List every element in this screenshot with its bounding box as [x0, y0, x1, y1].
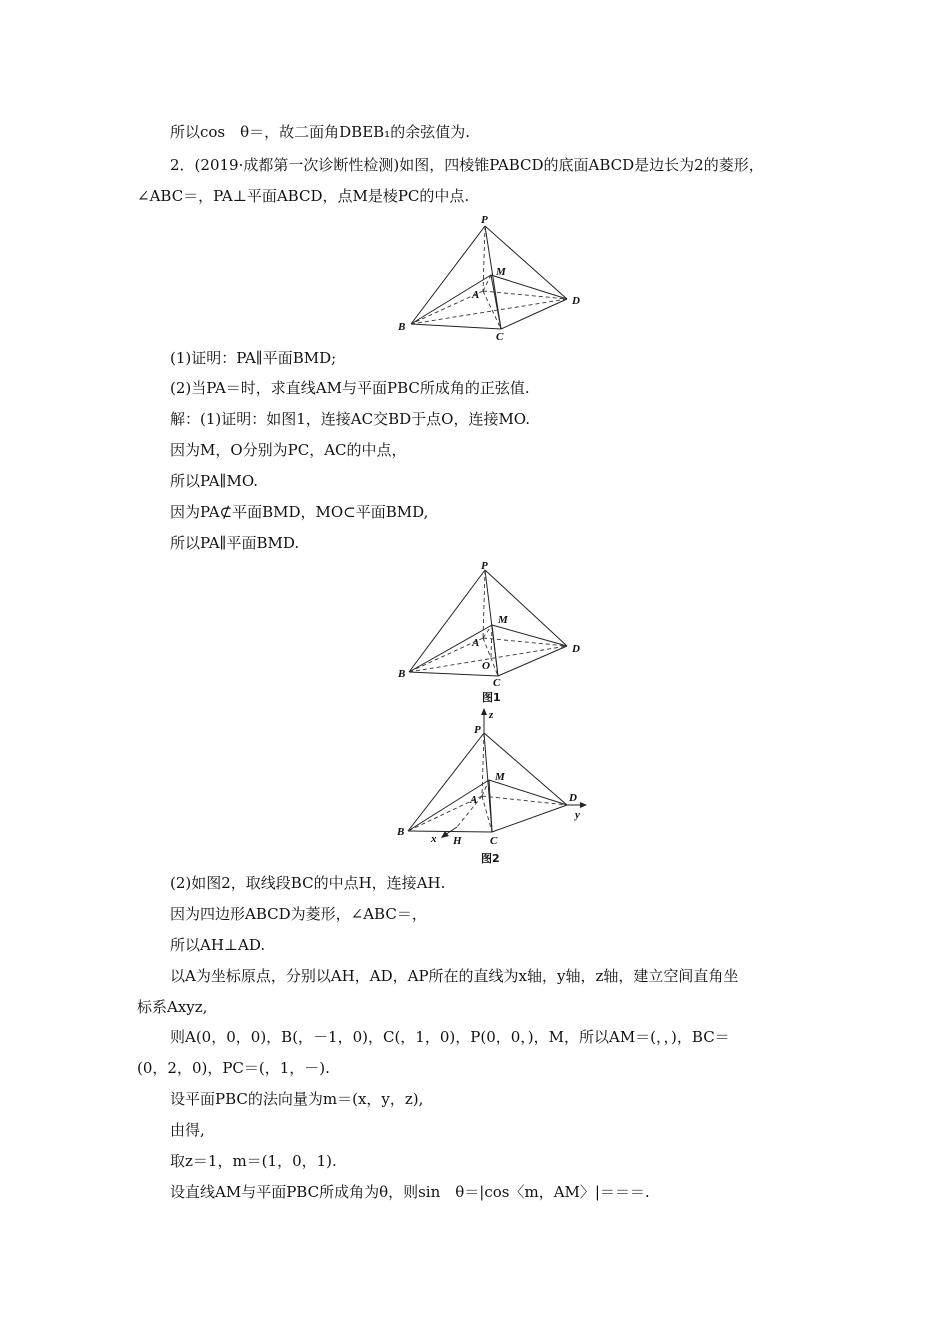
label-A: A [470, 794, 478, 806]
figure-1 [395, 560, 595, 710]
text-line-12: 因为四边形ABCD为菱形，∠ABC＝， [170, 905, 427, 923]
label-B: B [398, 321, 406, 333]
text-line-5: (2)当PA＝时，求直线AM与平面PBC所成角的正弦值. [170, 379, 530, 397]
text-line-7: 因为M，O分别为PC，AC的中点， [170, 441, 407, 459]
label-M: M [495, 771, 505, 783]
text-line-21: 设直线AM与平面PBC所成角为θ，则sin θ＝|cos〈m，AM〉|＝＝＝. [170, 1183, 650, 1201]
label-H: H [453, 835, 462, 847]
text-line-20: 取z＝1，m＝(1，0，1). [170, 1152, 337, 1170]
label-M: M [496, 266, 506, 278]
label-x: x [431, 833, 437, 845]
pyramid-figure [395, 212, 595, 342]
text-line-11: (2)如图2，取线段BC的中点H，连接AH. [170, 874, 446, 892]
label-C: C [493, 677, 501, 689]
label-O: O [482, 660, 490, 672]
text-line-10: 所以PA∥平面BMD. [170, 534, 300, 552]
figure-1-caption: 图1 [482, 691, 501, 704]
text-line-4: (1)证明：PA∥平面BMD; [170, 349, 337, 367]
text-line-3: ∠ABC＝，PA⊥平面ABCD，点M是棱PC的中点. [137, 187, 470, 205]
label-P: P [474, 724, 481, 736]
text-line-15: 标系Axyz, [137, 998, 208, 1016]
figure-2 [395, 708, 595, 868]
label-D: D [572, 643, 580, 655]
label-C: C [490, 835, 498, 847]
text-line-2: 2．(2019·成都第一次诊断性检测)如图，四棱锥PABCD的底面ABCD是边长为2的菱形， [170, 156, 764, 174]
text-line-18: 设平面PBC的法向量为m＝(x，y，z), [170, 1090, 424, 1108]
label-B: B [397, 826, 405, 838]
text-line-17: (0，2，0)，PC＝(，1，－). [137, 1059, 330, 1077]
text-line-8: 所以PA∥MO. [170, 472, 259, 490]
label-B: B [398, 668, 406, 680]
label-C: C [496, 331, 504, 343]
label-A: A [472, 289, 480, 301]
label-P: P [481, 214, 488, 226]
label-z: z [489, 709, 494, 721]
text-line-1: 所以cos θ＝，故二面角DBEB₁的余弦值为. [170, 123, 470, 141]
figure-2-caption: 图2 [481, 852, 500, 865]
text-line-19: 由得, [170, 1121, 205, 1139]
label-y: y [575, 809, 580, 821]
text-line-14: 以A为坐标原点，分别以AH，AD，AP所在的直线为x轴，y轴，z轴，建立空间直角坐 [170, 967, 739, 985]
label-D: D [569, 792, 577, 804]
label-A: A [472, 637, 480, 649]
label-P: P [481, 560, 488, 572]
text-line-13: 所以AH⊥AD. [170, 936, 266, 954]
text-line-16: 则A(0，0，0)，B(，－1，0)，C(，1，0)，P(0，0，)，M，所以AM＝(，，)，BC＝ [170, 1028, 730, 1046]
label-M: M [498, 614, 508, 626]
label-D: D [572, 295, 580, 307]
text-line-6: 解：(1)证明：如图1，连接AC交BD于点O，连接MO. [170, 410, 530, 428]
text-line-9: 因为PA⊄平面BMD，MO⊂平面BMD, [170, 503, 429, 521]
